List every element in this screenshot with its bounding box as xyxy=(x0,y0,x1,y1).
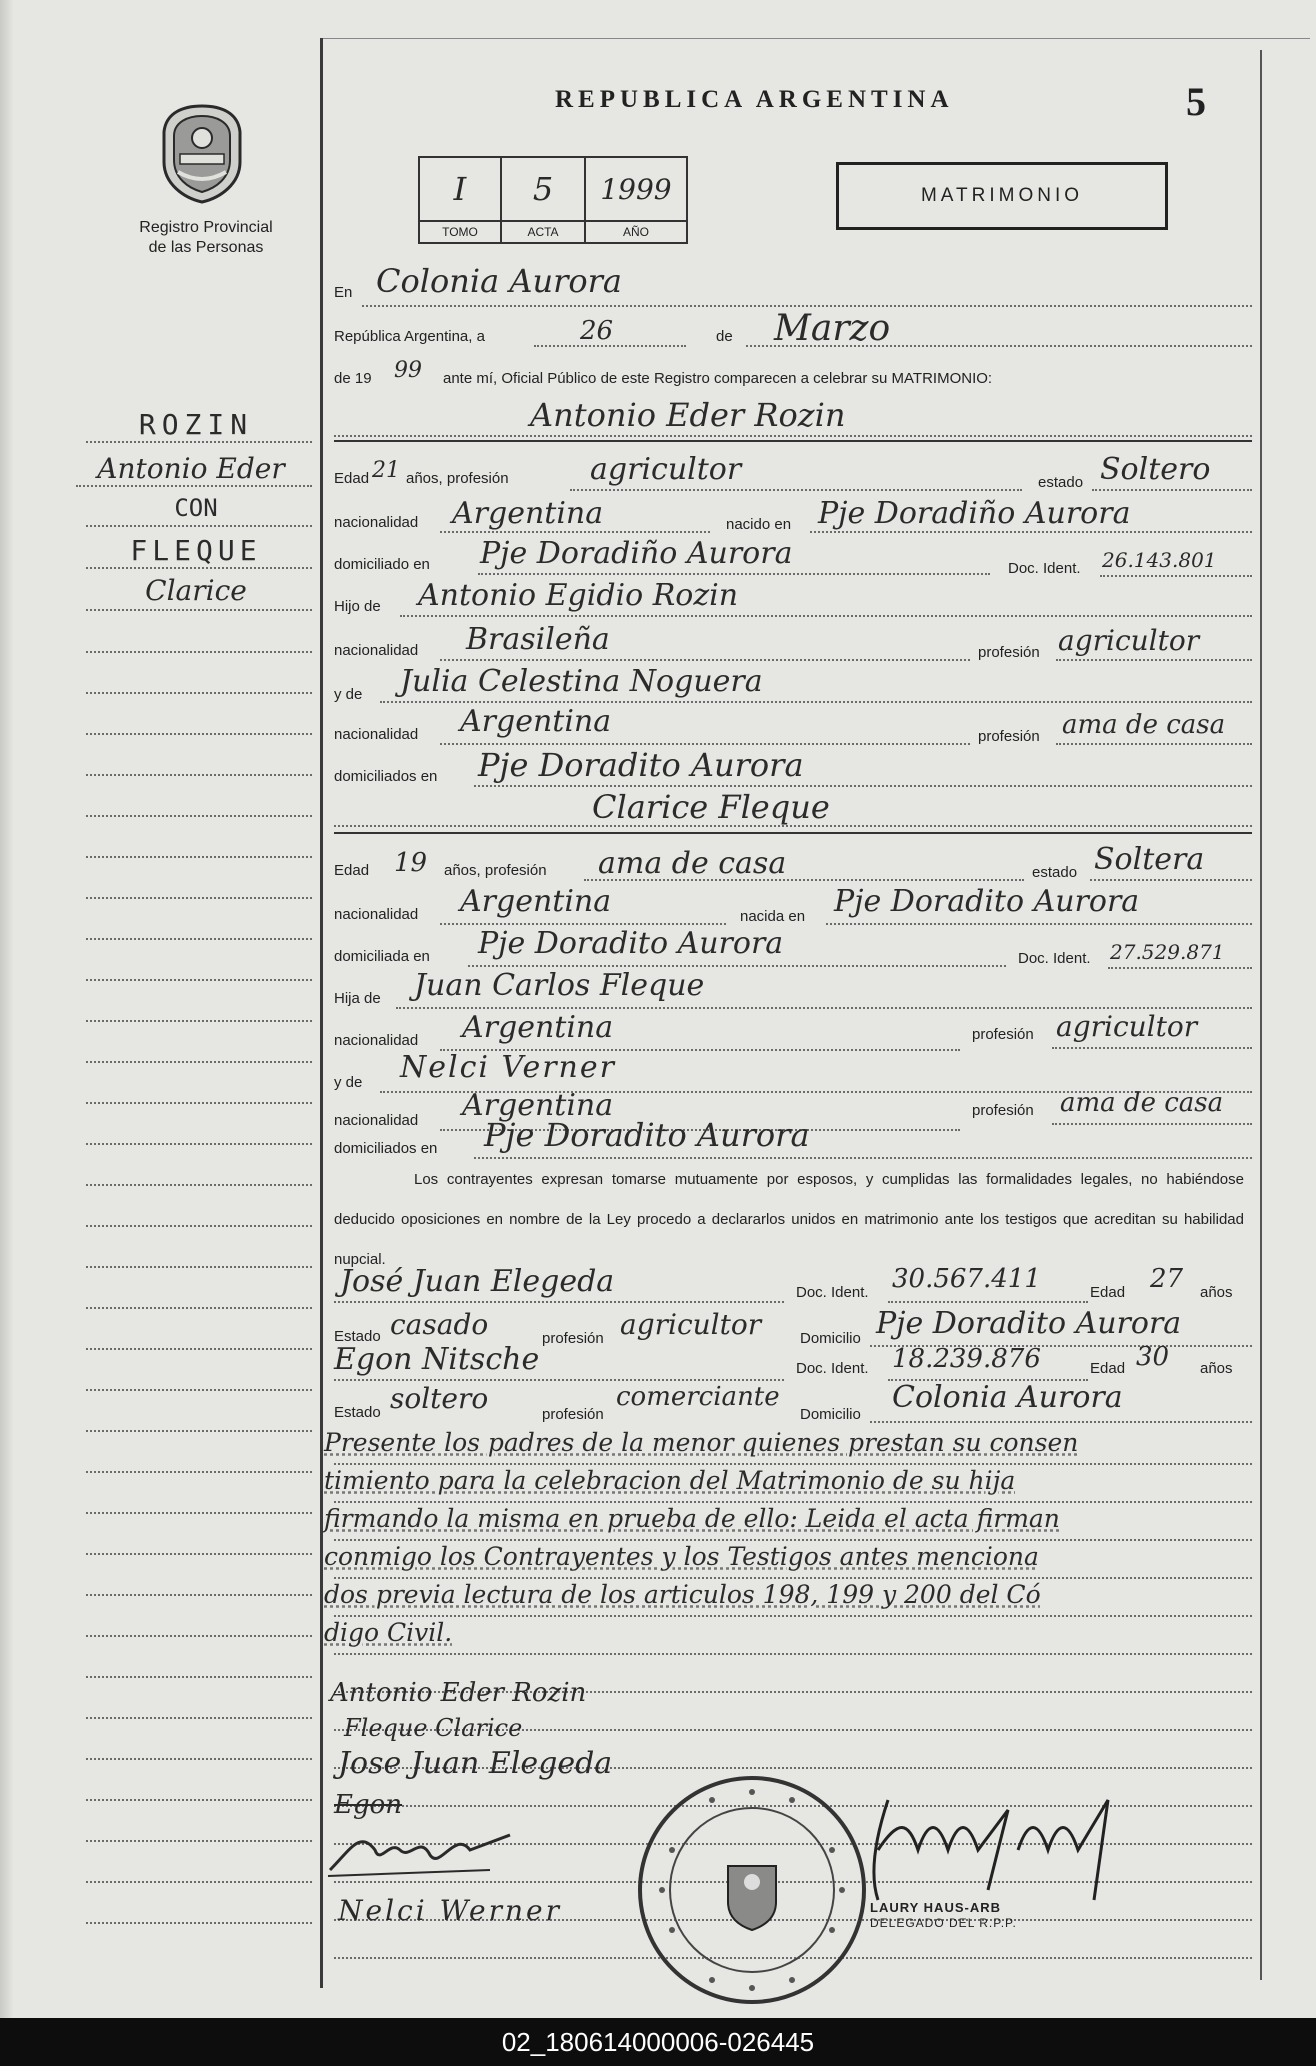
line xyxy=(362,304,1252,307)
margin-line xyxy=(86,1470,312,1473)
coat-of-arms-icon xyxy=(158,102,246,204)
act-type-box: MATRIMONIO xyxy=(836,162,1168,230)
margin-line xyxy=(86,650,312,653)
groom-age: 21 xyxy=(372,458,400,483)
bride-doc: 27.529.871 xyxy=(1110,940,1225,964)
signature-mother: Nelci Werner xyxy=(338,1894,563,1927)
declaration-text: Los contrayentes expresan tomarse mutuamente por esposos, y cumplidas las formalidades legales, no habiéndose deducido oposiciones en nombre de la Ley procedo a declararlos unidos en matrimonio ante los testigos que acreditan su habilidad nupcial. xyxy=(334,1171,1244,1268)
label-de-19: de 19 xyxy=(334,370,372,387)
right-edge xyxy=(1260,50,1262,1980)
label-nacionalidad: nacionalidad xyxy=(334,906,419,923)
margin-line xyxy=(86,1921,312,1924)
margin-line xyxy=(86,1675,312,1678)
groom-mother-profession: ama de casa xyxy=(1062,710,1226,740)
line xyxy=(334,434,1252,437)
body-line xyxy=(334,1500,1252,1503)
page-number: 5 xyxy=(1186,79,1206,124)
label-anos-profesion: años, profesión xyxy=(444,862,547,879)
label-doc-ident: Doc. Ident. xyxy=(796,1360,869,1377)
bride-name: Clarice Fleque xyxy=(592,788,830,826)
signature-witness-2: Egon xyxy=(334,1790,403,1820)
line xyxy=(474,1156,1252,1159)
line xyxy=(1056,742,1252,745)
scan-code-footer: 02_180614000006-026445 xyxy=(0,2018,1316,2066)
anio-cell xyxy=(586,158,686,242)
margin-line xyxy=(86,1552,312,1555)
label-anos: años xyxy=(1200,1284,1233,1301)
tomo-value: I xyxy=(420,158,500,222)
line xyxy=(334,1300,784,1303)
margin-line xyxy=(86,1347,312,1350)
label-republica: República Argentina, a xyxy=(334,328,485,345)
margin-divider xyxy=(320,38,323,1988)
line xyxy=(478,572,990,575)
acta-value: 5 xyxy=(502,158,584,222)
month-value: Marzo xyxy=(774,308,891,349)
line xyxy=(584,878,1024,881)
label-profesion: profesión xyxy=(972,1102,1034,1119)
margin-line xyxy=(76,484,312,487)
line xyxy=(334,824,1252,827)
bride-profession: ama de casa xyxy=(598,846,787,881)
signature-bride: Fleque Clarice xyxy=(344,1714,523,1742)
bride-father: Juan Carlos Fleque xyxy=(414,968,705,1003)
body-line xyxy=(334,1462,1252,1465)
groom-nationality: Argentina xyxy=(452,496,604,531)
margin-line xyxy=(86,896,312,899)
margin-line xyxy=(86,1224,312,1227)
official-name: LAURY HAUS-ARB xyxy=(870,1900,1001,1915)
label-estado: estado xyxy=(1032,864,1078,881)
line xyxy=(396,1006,1252,1009)
note-line-6: digo Civil. xyxy=(324,1618,453,1647)
label-y-de: y de xyxy=(334,1074,363,1091)
witness-1-name: José Juan Elegeda xyxy=(340,1264,615,1299)
margin-surname-1: ROZIN xyxy=(138,408,254,441)
label-estado: estado xyxy=(1038,474,1084,491)
line xyxy=(1056,658,1252,661)
registry-line-2: de las Personas xyxy=(148,239,264,256)
witness-2-name: Egon Nitsche xyxy=(334,1342,540,1377)
margin-name-1: Antonio Eder xyxy=(97,452,285,485)
note-line-1: Presente los padres de la menor quienes prestan su consen xyxy=(324,1428,1079,1457)
line xyxy=(1100,574,1252,577)
acta-label: ACTA xyxy=(527,225,559,239)
line xyxy=(1092,488,1252,491)
line xyxy=(870,1420,1252,1423)
label-nacionalidad: nacionalidad xyxy=(334,1112,419,1129)
groom-mother-nationality: Argentina xyxy=(460,704,612,739)
bride-father-nationality: Argentina xyxy=(462,1010,614,1045)
witness-1-domicile: Pje Doradito Aurora xyxy=(876,1306,1182,1341)
line xyxy=(1090,878,1252,881)
label-edad: Edad xyxy=(1090,1360,1126,1377)
margin-line xyxy=(86,1716,312,1719)
label-edad: Edad xyxy=(334,862,370,879)
groom-birthplace: Pje Doradiño Aurora xyxy=(818,496,1131,531)
margin-line xyxy=(86,1429,312,1432)
margin-name-2: Clarice xyxy=(145,574,247,607)
margin-line xyxy=(86,1798,312,1801)
witness-1-doc: 30.567.411 xyxy=(892,1264,1041,1294)
margin-line xyxy=(86,1183,312,1186)
groom-domicile: Pje Doradiño Aurora xyxy=(480,536,793,571)
margin-line xyxy=(86,937,312,940)
label-y-de: y de xyxy=(334,686,363,703)
note-line-2: timiento para la celebracion del Matrimonio de su hija xyxy=(324,1466,1016,1495)
bride-age: 19 xyxy=(394,848,428,878)
label-domiciliados-en: domiciliados en xyxy=(334,768,438,785)
top-edge xyxy=(320,38,1310,39)
label-doc-ident: Doc. Ident. xyxy=(1008,560,1081,577)
body-line xyxy=(334,1538,1252,1541)
line xyxy=(1052,1122,1252,1125)
body-line xyxy=(334,1614,1252,1617)
body-line xyxy=(334,1652,1252,1655)
label-edad: Edad xyxy=(1090,1284,1126,1301)
margin-line xyxy=(86,1388,312,1391)
label-domiciliado-en: domiciliado en xyxy=(334,556,430,573)
label-profesion: profesión xyxy=(542,1406,604,1423)
bride-domicile: Pje Doradito Aurora xyxy=(478,926,784,961)
label-nacionalidad: nacionalidad xyxy=(334,726,419,743)
margin-line xyxy=(86,773,312,776)
line xyxy=(570,488,1022,491)
line xyxy=(474,784,1252,787)
bride-status: Soltera xyxy=(1094,842,1205,877)
acta-cell xyxy=(502,158,586,242)
label-nacionalidad: nacionalidad xyxy=(334,1032,419,1049)
witness-2-status: soltero xyxy=(390,1382,489,1415)
label-de: de xyxy=(716,328,733,345)
signature-father-mark-icon xyxy=(320,1820,520,1880)
groom-status: Soltero xyxy=(1100,452,1211,487)
signature-groom: Antonio Eder Rozin xyxy=(330,1678,587,1708)
label-nacida-en: nacida en xyxy=(740,908,806,925)
margin-line xyxy=(86,978,312,981)
witness-2-age: 30 xyxy=(1136,1342,1170,1372)
anio-value: 1999 xyxy=(586,158,686,222)
label-edad: Edad xyxy=(334,470,370,487)
line xyxy=(440,658,970,661)
margin-line xyxy=(86,1511,312,1514)
witness-2-domicile: Colonia Aurora xyxy=(892,1380,1123,1415)
official-title: DELEGADO DEL R.P.P. xyxy=(870,1916,1017,1930)
label-profesion: profesión xyxy=(978,644,1040,661)
note-line-4: conmigo los Contrayentes y los Testigos antes menciona xyxy=(324,1542,1039,1571)
label-profesion: profesión xyxy=(972,1026,1034,1043)
margin-line xyxy=(86,732,312,735)
line xyxy=(746,344,1252,347)
line xyxy=(440,922,726,925)
witness-2-doc: 18.239.876 xyxy=(892,1344,1041,1374)
intro-text: ante mí, Oficial Público de este Registro comparecen a celebrar su MATRIMONIO: xyxy=(443,370,993,387)
margin-connector: CON xyxy=(174,494,218,522)
line xyxy=(810,530,1252,533)
label-profesion: profesión xyxy=(542,1330,604,1347)
place-value: Colonia Aurora xyxy=(376,262,622,300)
margin-line xyxy=(86,608,312,611)
line xyxy=(888,1300,1088,1303)
bride-mother-nationality: Argentina xyxy=(462,1088,614,1123)
margin-line xyxy=(86,440,312,443)
groom-parents-domicile: Pje Doradito Aurora xyxy=(478,746,804,784)
label-hija-de: Hija de xyxy=(334,990,381,1007)
groom-profession: agricultor xyxy=(590,452,742,487)
bride-parents-domicile: Pje Doradito Aurora xyxy=(484,1116,810,1154)
margin-line xyxy=(86,566,312,569)
note-line-5: dos previa lectura de los articulos 198, 199 y 200 del Có xyxy=(324,1580,1041,1609)
label-hijo-de: Hijo de xyxy=(334,598,381,615)
anio-label: AÑO xyxy=(622,225,649,239)
country-title: REPUBLICA ARGENTINA xyxy=(555,86,954,113)
groom-mother: Julia Celestina Noguera xyxy=(400,664,763,699)
line xyxy=(440,530,710,533)
label-doc-ident: Doc. Ident. xyxy=(796,1284,869,1301)
year-value: 99 xyxy=(394,358,422,383)
record-id-box xyxy=(418,156,688,244)
tomo-cell xyxy=(420,158,502,242)
bride-father-profession: agricultor xyxy=(1056,1010,1198,1043)
section-rule xyxy=(334,440,1252,442)
label-profesion: profesión xyxy=(978,728,1040,745)
margin-line xyxy=(86,814,312,817)
label-doc-ident: Doc. Ident. xyxy=(1018,950,1091,967)
label-domiciliada-en: domiciliada en xyxy=(334,948,430,965)
groom-father-profession: agricultor xyxy=(1058,624,1200,657)
label-estado: Estado xyxy=(334,1328,381,1345)
registry-name xyxy=(110,218,302,258)
signature-witness-1: Jose Juan Elegeda xyxy=(338,1746,613,1781)
line xyxy=(1052,1046,1252,1049)
registry-line-1: Registro Provincial xyxy=(139,219,273,236)
margin-line xyxy=(86,1634,312,1637)
note-line-3: firmando la misma en prueba de ello: Leida el acta firman xyxy=(324,1504,1060,1533)
label-anos-profesion: años, profesión xyxy=(406,470,509,487)
margin-line xyxy=(86,1757,312,1760)
margin-line xyxy=(86,1880,312,1883)
margin-line xyxy=(86,1306,312,1309)
witness-2-profession: comerciante xyxy=(616,1382,780,1412)
margin-line xyxy=(86,1019,312,1022)
label-nacido-en: nacido en xyxy=(726,516,792,533)
groom-father: Antonio Egidio Rozin xyxy=(418,578,739,613)
margin-line xyxy=(86,691,312,694)
bride-mother-profession: ama de casa xyxy=(1060,1088,1224,1118)
groom-father-nationality: Brasileña xyxy=(466,622,610,657)
label-domicilio: Domicilio xyxy=(800,1330,861,1347)
label-nacionalidad: nacionalidad xyxy=(334,514,419,531)
margin-line xyxy=(86,1593,312,1596)
line xyxy=(334,1378,784,1381)
label-estado: Estado xyxy=(334,1404,381,1421)
line xyxy=(380,700,1252,703)
label-nacionalidad: nacionalidad xyxy=(334,642,419,659)
margin-line xyxy=(86,1101,312,1104)
line xyxy=(440,742,970,745)
label-domicilio: Domicilio xyxy=(800,1406,861,1423)
section-rule xyxy=(334,832,1252,834)
label-anos: años xyxy=(1200,1360,1233,1377)
body-line xyxy=(334,1576,1252,1579)
official-stamp-icon xyxy=(632,1770,872,2010)
bride-birthplace: Pje Doradito Aurora xyxy=(834,884,1140,919)
line xyxy=(1108,966,1252,969)
day-value: 26 xyxy=(580,316,614,346)
bride-nationality: Argentina xyxy=(460,884,612,919)
line xyxy=(826,922,1252,925)
line xyxy=(468,964,1006,967)
official-signature-icon xyxy=(858,1790,1138,1910)
witness-1-profession: agricultor xyxy=(620,1308,762,1341)
groom-doc: 26.143.801 xyxy=(1102,548,1217,572)
line xyxy=(534,344,686,347)
margin-line xyxy=(86,1060,312,1063)
margin-line xyxy=(86,1839,312,1842)
margin-line xyxy=(86,524,312,527)
margin-surname-2: FLEQUE xyxy=(130,534,262,567)
label-domiciliados-en: domiciliados en xyxy=(334,1140,438,1157)
bride-mother: Nelci Verner xyxy=(400,1050,616,1085)
margin-line xyxy=(86,1265,312,1268)
witness-1-age: 27 xyxy=(1150,1264,1184,1294)
line xyxy=(400,614,1252,617)
margin-line xyxy=(86,1142,312,1145)
label-en: En xyxy=(334,284,353,301)
tomo-label: TOMO xyxy=(442,225,478,239)
groom-name: Antonio Eder Rozin xyxy=(530,396,846,434)
margin-line xyxy=(86,855,312,858)
witness-1-status: casado xyxy=(390,1308,489,1341)
